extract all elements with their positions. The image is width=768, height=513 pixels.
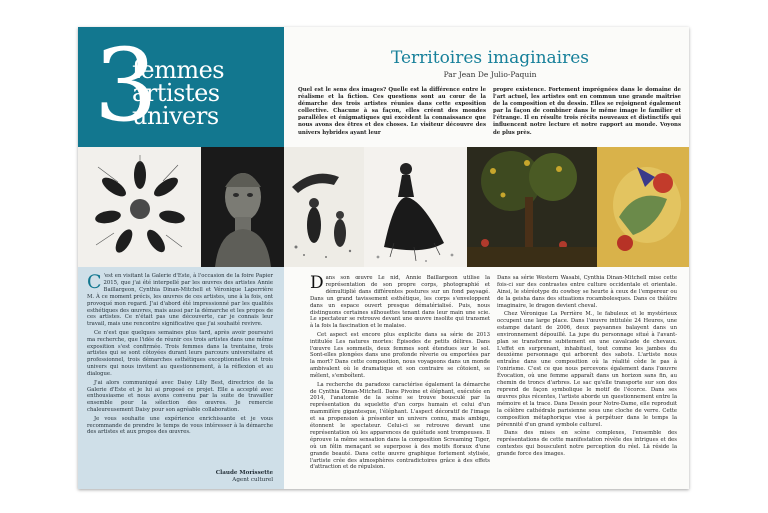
sidebar-paragraph-2: Ce n'est que quelques semaines plus tard, après avoir poursuivi ma recherche, que l'idée de réunir ces trois artistes dans une même exposition s'est confirmée. Trois femmes dans la trentaine, trois artistes qui se sont côtoyées durant leurs parcours universitaire et professionnel, trois démarches esthétiques exceptionnelles et trois univers qui nous invitent au questionnement, à la réflexion et au dialogue.: [87, 329, 273, 378]
body-dropcap: D: [310, 273, 324, 293]
body-paragraph-2: Cet aspect est encore plus explicite dans sa série de 2013 intitulée Les natures mortes: Épisodes de petits délires. Dans l'œuvre Les sommeils, deux femmes sont étendues sur le sol. Sont-elles plongées dans une profonde rêverie ou emportées par la mort? Dans cette composition, nous voyageons dans un monde ambivalent où le dramatique et son contraire se côtoient, se mêlent, s'emboîtent.: [310, 331, 490, 380]
body-paragraph: [310, 275, 490, 330]
body-paragraph-3: La recherche du paradoxe caractérise également la démarche de Cynthia Dinan-Mitchell. Dans Pivoine et éléphant, exécutée en 2014, l'anatomie de la scène se trouve bousculé par la représentation du squelette d'un corps humain et celui d'un mammifère gigantesque, l'éléphant. L'aspect décoratif de l'image et sa propension à présenter un univers connu, mais ambigu, étonnent le spectateur. Celui-ci se retrouve devant une représentation où les apparences de quiétude sont trompeuses. Il éprouve la même sensation dans la composition Screaming Tiger, où un félin menaçant se superpose à des motifs floraux d'une grande beauté. Dans cette œuvre graphique fortement stylisée, l'artiste crée des atmosphères contradictoires grâce à des effets d'attraction et de répulsion.: [310, 381, 490, 471]
article-title: Territoires imaginaires: [390, 48, 590, 68]
artwork-photo-6: [597, 147, 689, 267]
body-column-1: [310, 275, 490, 473]
logo-line-3: univers: [132, 102, 219, 130]
intro-column-1: Quel est le sens des images? Quelle est la différence entre le réalisme et la fiction. Ces questions sont au cœur de la démarche des trois artistes réunies dans cette exposition collective. Chacune à sa façon, elles créent des mondes parallèles et énigmatiques qui excèdent la connaissance que nous avons des êtres et des choses. Le visiteur découvre des univers hybrides ayant leur: [298, 87, 486, 136]
artwork-photo-2: [201, 147, 284, 267]
body-paragraph-4: Dans sa série Western Wasabi, Cynthia Dinan-Mitchell mise cette fois-ci sur des contrastes entre culture occidentale et orientale. Ainsi, le stéréotype du cowboy se heurte à ceux de l'empereur ou de la geisha dans des situations rocambolesques. Dans ce théâtre imaginaire, le dragon devient cheval.: [497, 275, 677, 309]
sidebar-dropcap: C: [87, 271, 102, 293]
intro-column-2: propre existence. Fortement imprégnées dans le domaine de l'art actuel, les artistes ont en commun une grande maîtrise de la composition et du dessin. Elles se rejoignent également par la façon de combiner dans le même image le familier et l'étrange. Il en résulte trois récits nouveaux et distinctifs qui influencent notre lecture et notre rapport au monde. Voyons de plus près.: [493, 87, 681, 136]
artwork-photo-1: [78, 147, 201, 267]
logo-numeral: 3: [94, 27, 158, 144]
body-paragraph-5: Chez Véronique La Perrière M., le fabuleux et le mystérieux occupent une large place. Dans l'œuvre intitulée 24 Heures, une estampe datant de 2006, deux paysannes balayent dans un environnement dépouillé. La jupe du personnage situé à l'avant-plan se transforme subitement en une cavalcade de chevaux. L'effet en surprenant, inhabituel, tout comme les jambes du deuxième personnage qui arborent des sabots. L'artiste nous entraîne dans une composition où la réalité cède le pas à l'onirisme. C'est ce que nous percevons également dans l'œuvre Évocation, où une femme apparaît dans un horizon sans fin, au chemin de troncs d'arbres. Le sac qu'elle transporte sur son dos reprend de façon symbolique le motif de l'écorce. Dans ses œuvres plus récentes, l'artiste aborde un questionnement entre la mémoire et la trace. Dans Dessin pour Notre-Dame, elle reproduit la célèbre cathédrale parisienne sous une cloche de verre. Cette composition métaphorique vise à perpétuer dans le temps la pérennité d'un grand symbole culturel.: [497, 311, 677, 428]
logo-line-1: femmes: [132, 56, 225, 84]
sidebar-paragraph-4: Je vous souhaite une expérience enrichissante et je vous recommande de prendre le temps de vous intéresser à la démarche des artistes et aux propos des œuvres.: [87, 415, 273, 436]
article-byline: Par Jean De Julio-Paquin: [443, 70, 537, 79]
body-paragraph-1: ans son œuvre Le nid, Annie Baillargeon utilise la représentation de son propre corps, photographié et démultiplié dans différentes postures sur un fond paysagé. Dans un grand tavissement esthétique, les corps s'enveloppent dans un espace ouvert presque dématérialisé. Puis, nous distinguons certaines silhouettes tenant dans leur main une scie. Le spectateur se retrouve devant une œuvre insolite qui transmet à la fois la fascination et le malaise.: [310, 275, 490, 330]
sidebar-preface: [78, 267, 284, 489]
artwork-strip: [78, 147, 689, 267]
magazine-spread: [78, 27, 689, 489]
signature-title: Agent culturel: [232, 477, 273, 483]
artwork-photo-4: [364, 147, 467, 267]
signature-name: Claude Morissette: [215, 470, 273, 476]
sidebar-paragraph-3: J'ai alors communiqué avec Daisy Lilly Best, directrice de la Galerie d'Este et je lui ai proposé ce projet. Elle a accepté avec enthousiasme et nous avons convenu par la suite de travailler ensemble pour la sélection des œuvres. Je remercie chaleureusement Daisy pour son agréable collaboration.: [87, 379, 273, 414]
body-paragraph-6: Dans des mises en scène complexes, l'ensemble des représentations de cette manifestation révèle des intrigues et des contextes qui bousculent notre perception du réel. Là réside la grande force des images.: [497, 429, 677, 457]
body-column-2: [497, 275, 677, 459]
logo-block: [78, 27, 284, 147]
sidebar-paragraph-1: 'est en visitant la Galerie d'Este, à l'occasion de la foire Papier 2015, que j'ai été interpellé par les œuvres des artistes Annie Baillargeon, Cynthia Dinan-Mitchell et Véronique Laperrière M. À ce moment précis, les œuvres de ces artistes, une à la fois, ont provoqué mon regard. J'ai d'abord été impressionné par les qualités esthétiques des œuvres, mais aussi par la démarche et les propos de ces artistes. Ce n'était pas une découverte, car je connais leur travail, mais une rencontre significative que j'ai souhaité revivre.: [87, 273, 273, 328]
artwork-photo-5: [467, 147, 597, 267]
sidebar-paragraph: [87, 273, 273, 328]
logo-line-2: artistes: [132, 79, 220, 107]
sidebar-text: [87, 273, 273, 438]
signature: [178, 470, 273, 484]
artwork-photo-3: [284, 147, 364, 267]
